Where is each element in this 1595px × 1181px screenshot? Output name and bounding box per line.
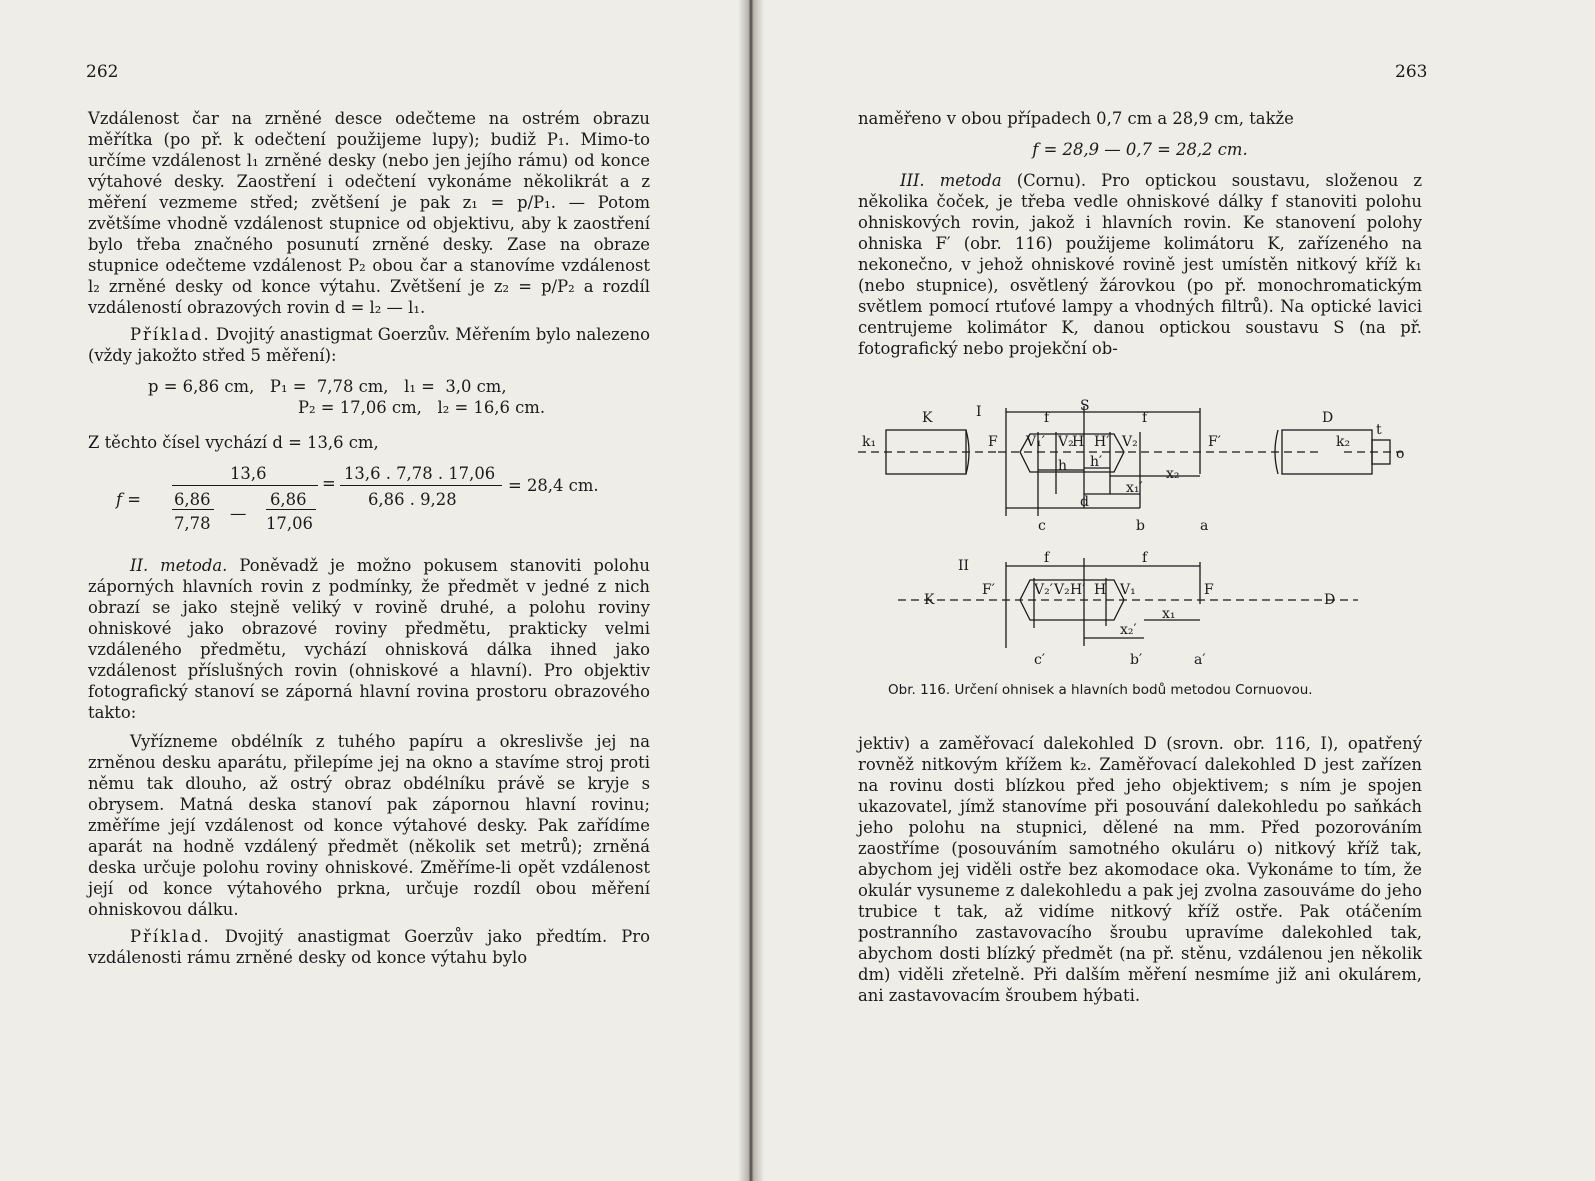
example-2 — [88, 926, 650, 968]
fig-label: t — [1376, 422, 1382, 438]
fig-label: F′ — [1208, 434, 1221, 450]
formula-num1: 13,6 — [230, 464, 267, 483]
fig-label: I — [976, 404, 982, 420]
fig-label: x₂ — [1166, 466, 1180, 482]
fig-label: V₂ — [1122, 434, 1138, 450]
formula-sub-num-b: 6,86 — [270, 490, 307, 509]
fig-label: a — [1200, 518, 1209, 534]
method-3 — [858, 170, 1422, 359]
paragraph-measurement: Vzdálenost čar na zrněné desce odečteme na ostrém obrazu měřítka (po př. k odečtení použijeme lupy); budiž P₁. Mimo-to určíme vzdálenost l₁ zrněné desky (nebo jen jejího rámu) od konce výtahové desky. Zaostření i odečtení vykonáme několikrát a z měření vezmeme střed; zvětšení je pak z₁ = p/P₁. — Potom zvětšíme vhodně vzdálenost stupnice od objektivu, aby k zaostření bylo třeba značného posunutí zrněné desky. Zase na obraze stupnice odečteme vzdálenost P₂ obou čar a stanovíme vzdálenost l₂ zrněné desky od konce výtahu. Zvětšení je z₂ = p/P₂ a rozdíl vzdáleností obrazových rovin d = l₂ — l₁. — [88, 109, 650, 317]
fig-label: d — [1080, 494, 1089, 510]
formula-sub-num-a: 6,86 — [174, 490, 211, 509]
example-1 — [88, 324, 650, 366]
fig-label: f — [1044, 410, 1050, 426]
fig-label: f — [1142, 550, 1148, 566]
fig-label: x₁′ — [1126, 480, 1143, 496]
formula-num2: 13,6 . 7,78 . 17,06 — [344, 464, 496, 483]
formula-sub-den-a: 7,78 — [174, 514, 211, 533]
fig-label: x₁ — [1162, 606, 1176, 622]
page-number-left: 262 — [86, 62, 119, 82]
result-line: Z těchto čísel vychází d = 13,6 cm, — [88, 433, 379, 452]
fig-label: H — [1094, 582, 1107, 598]
fig-label: a′ — [1194, 652, 1206, 668]
fig-label: H′ — [1094, 434, 1110, 450]
equation-f: f = 28,9 — 0,7 = 28,2 cm. — [1032, 140, 1248, 159]
method-2-text: Poněvadž je možno pokusem stanoviti polohu záporných hlavních rovin z podmínky, že předmět v jedné z nich obrazí se jako stejně veliký v rovině druhé, a polohu roviny ohniskové jako obrazové roviny předmětu, prakticky velmi vzdáleného předmětu, vychází ohnisková dálka ihned jako vzdálenost příslušných rovin (ohniskové a hlavní). Pro objektiv fotografický stanoví se záporná hlavní rovina prostoru obrazového takto: — [88, 556, 650, 722]
method-3-text: (Cornu). Pro optickou soustavu, složenou z několika čoček, je třeba vedle ohniskové dálky f stanoviti polohu ohniskových rovin, jakož i hlavních rovin. Ke stanovení polohy ohniska F′ (obr. 116) použijeme kolimátoru K, zařízeného na nekonečno, v jehož ohniskové rovině jest umístěn nitkový kříž k₁ (nebo stupnice), osvětlený žárovkou (po př. monochromatickým světlem pomocí rtuťové lampy a vhodných filtrů). Na optické lavici centrujeme kolimátor K, danou optickou soustavu S (na př. fotografický nebo projekční ob- — [858, 171, 1422, 358]
example-label: Příklad. — [130, 325, 211, 344]
page-number-right: 263 — [1395, 62, 1428, 82]
fig-label: S — [1080, 398, 1090, 414]
formula-den2: 6,86 . 9,28 — [368, 490, 457, 509]
fig-label: D — [1322, 410, 1334, 426]
formula-f-eq: f = — [116, 490, 142, 509]
fig-label: k₂ — [1336, 434, 1351, 450]
paragraph-rectangle: Vyřízneme obdélník z tuhého papíru a okreslivše jej na zrněnou desku aparátu, přilepíme jej na okno a stavíme stroj proti němu tak dlouho, až ostrý obraz obdélníku právě se kryje s obrysem. Matná deska stanoví pak zápornou hlavní rovinu; změříme její vzdálenost od konce výtahové desky. Pak zařídíme aparát na hodně vzdálený předmět (několik set metrů); zrněná deska určuje polohu roviny ohniskové. Změříme-li opět vzdálenost její od konce výtahového prkna, určuje rozdíl obou měření ohniskovou dálku. — [88, 732, 650, 919]
left-text-column — [88, 108, 650, 968]
fig-label: K — [924, 592, 935, 608]
fig-label: f — [1044, 550, 1050, 566]
fig-label: II — [958, 558, 970, 574]
fig-label: V₁′ — [1026, 434, 1045, 450]
fig-label: F′ — [982, 582, 995, 598]
fig-label: V₂′ — [1034, 582, 1053, 598]
formula-minus: — — [230, 504, 247, 523]
formula-result: = 28,4 cm. — [508, 476, 599, 495]
fig-label: x₂′ — [1120, 622, 1137, 638]
data-line-1: p = 6,86 cm, P₁ = 7,78 cm, l₁ = 3,0 cm, — [148, 377, 507, 396]
fig-label: b — [1136, 518, 1145, 534]
fig-label: c′ — [1034, 652, 1046, 668]
fig-label: f — [1142, 410, 1148, 426]
fig-label: h′ — [1090, 454, 1103, 470]
fig-label: o — [1396, 446, 1405, 462]
example-text: Dvojitý anastigmat Goerzův. Měřením bylo nalezeno (vždy jakožto střed 5 měření): — [88, 325, 650, 365]
fig-label: D — [1324, 592, 1336, 608]
fig-label: F — [1204, 582, 1214, 598]
right-text-bottom — [858, 733, 1422, 1006]
method-2 — [88, 555, 650, 723]
focal-length-formula — [88, 461, 650, 541]
fig-label: V₁ — [1120, 582, 1136, 598]
fig-label: k₁ — [862, 434, 877, 450]
fig-label: H′ — [1070, 582, 1086, 598]
paragraph-measured: naměřeno v obou případech 0,7 cm a 28,9 cm, takže — [858, 109, 1294, 128]
fig-label: c — [1038, 518, 1046, 534]
method-3-title: III. metoda — [900, 171, 1002, 190]
fig-label: V₂ — [1054, 582, 1070, 598]
data-line-2: P₂ = 17,06 cm, l₂ = 16,6 cm. — [298, 398, 546, 417]
fig-label: V₂ — [1058, 434, 1074, 450]
formula-sub-den-b: 17,06 — [266, 514, 313, 533]
right-text-top — [858, 108, 1422, 359]
fig-label: b′ — [1130, 652, 1143, 668]
paragraph-telescope: jektiv) a zaměřovací dalekohled D (srovn. obr. 116, I), opatřený rovněž nitkovým křížem k₂. Zaměřovací dalekohled D jest zařízen na rovinu dosti blízkou před jeho objektivem; s ním je spojen ukazovatel, jímž stanovíme při posouvání dalekohledu po saňkách jeho polohu na stupnici, dělené na mm. Před pozorováním zaostříme (posouváním samotného okuláru o) nitkový kříž tak, abychom jej viděli ostře bez akomodace oka. Vykonáme to tím, že okulár vysuneme z dalekohledu a pak jej zvolna zasouváme do jeho trubice t tak, až vidíme nitkový kříž ostře. Pak otáčením postranního zastavovacího šroubu upravíme dalekohled tak, abychom dosti blízký předmět (na př. stěnu, vzdálenou jen několik dm) viděli zřetelně. Při dalším měření nesmíme již ani okulárem, ani zastavovacím šroubem hýbati. — [858, 734, 1422, 1005]
book-gutter — [738, 0, 764, 1181]
formula-eq2: = — [322, 474, 336, 493]
fig-label: K — [922, 410, 933, 426]
fig-label: F — [988, 434, 998, 450]
figure-116 — [858, 398, 1428, 678]
example-label: Příklad. — [130, 927, 211, 946]
example-text: Dvojitý anastigmat Goerzův jako předtím. Pro vzdálenosti rámu zrněné desky od konce výtahu bylo — [88, 927, 650, 967]
method-2-title: II. metoda. — [130, 556, 228, 575]
fig-label: H — [1072, 434, 1085, 450]
fig-label: h — [1058, 458, 1068, 474]
figure-caption: Obr. 116. Určení ohnisek a hlavních bodů metodou Cornuovou. — [888, 682, 1313, 698]
